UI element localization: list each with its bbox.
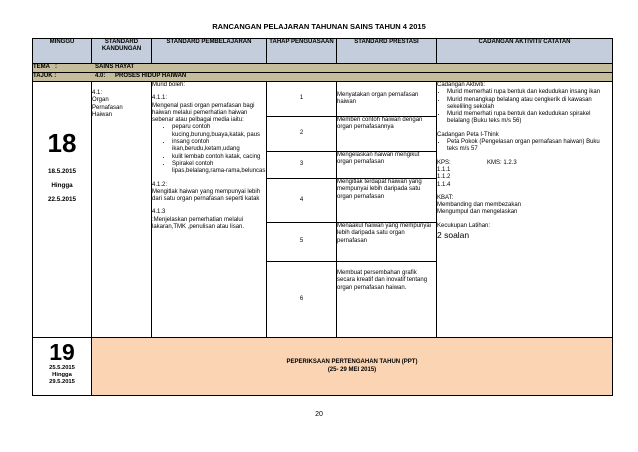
pembelajaran-text: Mengenal pasti organ pernafasan bagi haiwan melalui pemerhatian haiwan sebenar atau pelbagai media iaitu: bbox=[152, 102, 255, 124]
organ-item: • insang contoh ikan,berudu,ketam,udang bbox=[172, 139, 266, 154]
week-end-date: 22.5.2015 bbox=[47, 196, 76, 203]
tema-value: SAINS HAYAT bbox=[95, 64, 135, 70]
achievement-cell: Membuat persembahan grafik secara kreatif dan inovatif tentang organ pernafasan haiwan. bbox=[337, 262, 437, 338]
level-cell: 1 bbox=[267, 82, 337, 117]
exam-week-cell bbox=[33, 338, 92, 396]
achievement-cell: Mengitlak terdapat haiwan yang mempunyai lebih daripada satu organ pernafasan bbox=[337, 179, 437, 223]
aktiviti-item: • Murid menangkap belalang atau cengkerik di kawasan sekeliling sekolah bbox=[447, 97, 612, 112]
pembelajaran-code: 4.1.3 bbox=[152, 209, 166, 216]
week-cell bbox=[33, 82, 92, 338]
kps-kms-line bbox=[437, 160, 612, 167]
aktiviti-item: • Murid memerhati rupa bentuk dan kedudukan insang ikan bbox=[447, 89, 612, 96]
peta-item: • Peta Pokok (Pengelasan organ pernafasan haiwan) Buku teks m/s 57 bbox=[447, 139, 612, 154]
tema-row bbox=[33, 64, 613, 73]
kbat-label: KBAT: bbox=[437, 194, 454, 201]
header-tahap-penguasaan: TAHAP PENGUASAAN bbox=[267, 39, 337, 64]
tajuk-value: PROSES HIDUP HAIWAN bbox=[115, 73, 187, 79]
exam-cell bbox=[92, 338, 613, 396]
pembelajaran-code: 4.1.2: bbox=[152, 181, 168, 188]
header-cadangan: CADANGAN AKTIVITI/ CATATAN bbox=[437, 39, 613, 64]
kms-label: KMS: 1.2.3 bbox=[487, 159, 517, 166]
kbat-item: Membanding dan membezakan bbox=[437, 202, 522, 209]
header-standard-pembelajaran: STANDARD PEMBELAJARAN bbox=[152, 39, 267, 64]
organ-item: • Spirakel contoh lipas,belalang,rama-rama,beluncas bbox=[172, 161, 266, 176]
pembelajaran-intro: Murid boleh: bbox=[152, 82, 186, 88]
week-start-date: 18.5.2015 bbox=[47, 168, 76, 175]
kandungan-code: 4.1: bbox=[92, 90, 103, 96]
exam-dates: (25- 29 MEI 2015) bbox=[327, 366, 377, 373]
organ-item: • peparu contoh kucing,burung,buaya,katak, paus bbox=[172, 124, 266, 139]
achievement-cell: Menyatakan organ pernafasan haiwan bbox=[337, 82, 437, 117]
header-standard-prestasi: STANDARD PRESTASI bbox=[337, 39, 437, 64]
week-to: Hingga bbox=[51, 182, 73, 189]
week-number: 18 bbox=[47, 128, 77, 158]
kps-item: 1.1.4 bbox=[437, 181, 451, 188]
achievement-cell: Menaakul haiwan yang mempunyai lebih daripada satu organ pernafasan bbox=[337, 223, 437, 262]
header-row bbox=[33, 39, 613, 64]
page-title: RANCANGAN PELAJARAN TAHUNAN SAINS TAHUN 4 2015 bbox=[212, 22, 426, 31]
level-cell: 5 bbox=[267, 223, 337, 262]
exam-row bbox=[33, 338, 613, 396]
aktiviti-item: • Murid memerhati rupa bentuk dan kedudukan spirakel belalang (Buku teks m/s 56) bbox=[447, 111, 612, 126]
page-number: 20 bbox=[315, 411, 323, 418]
exam-week-number: 19 bbox=[49, 339, 75, 365]
kps-item: 1.1.2 bbox=[437, 174, 451, 181]
level-cell: 2 bbox=[267, 117, 337, 152]
peta-title: Cadangan Peta I-Think bbox=[437, 131, 499, 138]
tajuk-row bbox=[33, 73, 613, 82]
header-minggu: MINGGU bbox=[33, 39, 92, 64]
pembelajaran-text: Mengitlak haiwan yang mempunyai lebih dari satu organ pernafasan seperti katak bbox=[152, 188, 261, 203]
level-cell: 3 bbox=[267, 152, 337, 179]
kandungan-line: Haiwan bbox=[92, 111, 113, 118]
kps-label: KPS: bbox=[437, 159, 451, 166]
cadangan-cell bbox=[437, 82, 613, 338]
exam-start-date: 25.5.2015 bbox=[49, 365, 75, 371]
kbat-item: Mengumpul dan mengelaskan bbox=[437, 209, 518, 216]
tema-label: TEMA : bbox=[33, 64, 58, 70]
exam-to: Hingga bbox=[52, 371, 72, 378]
exam-end-date: 29.5.2015 bbox=[49, 378, 75, 385]
pembelajaran-cell bbox=[152, 82, 267, 338]
header-standard-kandungan: STANDARD KANDUNGAN bbox=[92, 39, 152, 64]
kandungan-line: Pernafasan bbox=[92, 104, 123, 111]
aktiviti-title: Cadangan Aktiviti: bbox=[437, 82, 486, 88]
kps-item: 1.1.1 bbox=[437, 166, 451, 173]
kecukupan-value: 2 soalan bbox=[437, 230, 470, 241]
achievement-cell: Mengelaskan haiwan mengikut organ pernafasan bbox=[337, 152, 437, 179]
pembelajaran-text: :Menjelaskan pemerhatian melalui lakaran,TMK ,penulisan atau lisan. bbox=[152, 216, 245, 231]
peta-list bbox=[437, 139, 612, 154]
content-row-1 bbox=[33, 82, 613, 117]
kandungan-cell bbox=[92, 82, 152, 338]
level-cell: 6 bbox=[267, 262, 337, 338]
yearly-plan-table bbox=[32, 38, 613, 396]
organ-item: • kulit lembab contoh katak, cacing bbox=[172, 154, 266, 161]
tajuk-label: TAJUK : bbox=[33, 73, 57, 79]
organ-list bbox=[152, 124, 266, 175]
aktiviti-list bbox=[437, 89, 612, 125]
pembelajaran-code: 4.1.1: bbox=[152, 95, 168, 102]
kecukupan-label: Kecukupan Latihan: bbox=[437, 222, 491, 229]
achievement-cell: Memberi contoh haiwan dengan organ pernafasannya bbox=[337, 117, 437, 152]
level-cell: 4 bbox=[267, 179, 337, 223]
tajuk-code: 4.0: bbox=[95, 73, 106, 79]
exam-title: PEPERIKSAAN PERTENGAHAN TAHUN (PPT) bbox=[286, 359, 418, 366]
kandungan-line: Organ bbox=[92, 97, 109, 104]
